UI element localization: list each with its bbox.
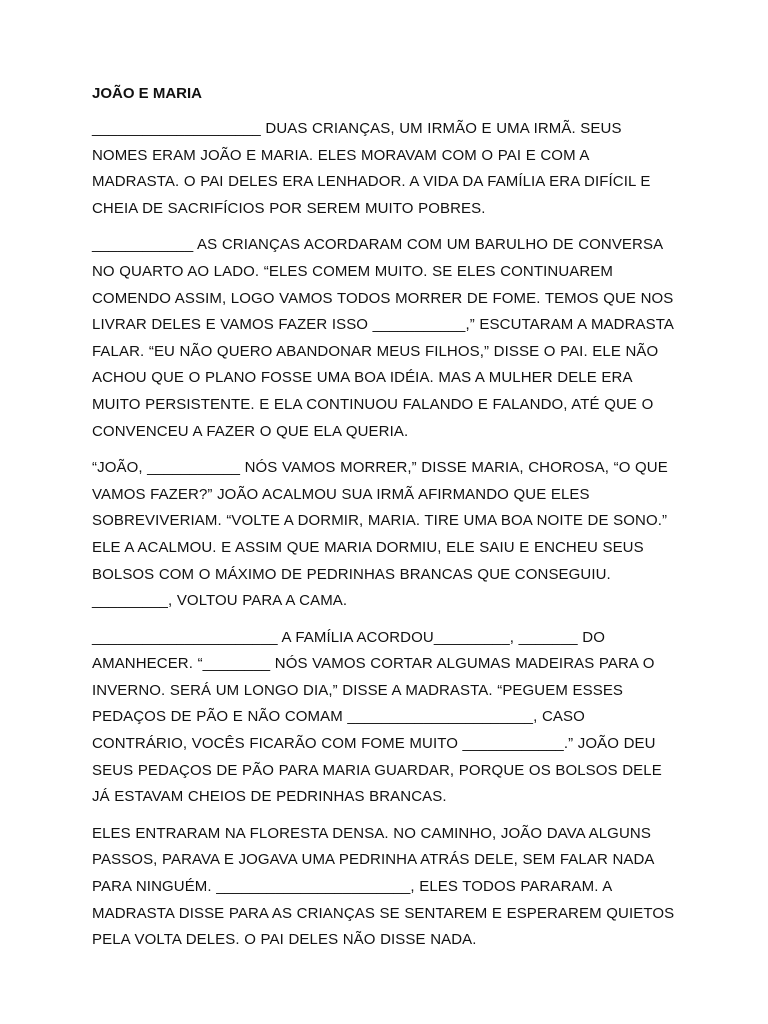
paragraph-4: ______________________ A FAMÍLIA ACORDOU_________, _______ DO AMANHECER. “________ NÓS VAMOS CORTAR ALGUMAS MADEIRAS PARA O INVERNO. SERÁ UM LONGO DIA,” DISSE A MADRASTA. “PEGUEM ESSES PEDAÇOS DE PÃO E NÃO COMAM ______________________, CASO CONTRÁRIO, VOCÊS FICARÃO COM FOME MUITO ____________.” JOÃO DEU SEUS PEDAÇOS DE PÃO PARA MARIA GUARDAR, PORQUE OS BOLSOS DELE JÁ ESTAVAM CHEIOS DE PEDRINHAS BRANCAS.	[92, 628, 662, 806]
paragraph-3: “JOÃO, ___________ NÓS VAMOS MORRER,” DISSE MARIA, CHOROSA, “O QUE VAMOS FAZER?” JOÃO ACALMOU SUA IRMÃ AFIRMANDO QUE ELES SOBREVIVERIAM. “VOLTE A DORMIR, MARIA. TIRE UMA BOA NOITE DE SONO.” ELE A ACALMOU. E ASSIM QUE MARIA DORMIU, ELE SAIU E ENCHEU SEUS BOLSOS COM O MÁXIMO DE PEDRINHAS BRANCAS QUE CONSEGUIU. _________, VOLTOU PARA A CAMA.	[92, 459, 668, 610]
paragraph-1: ____________________ DUAS CRIANÇAS, UM IRMÃO E UMA IRMÃ. SEUS NOMES ERAM JOÃO E MARIA. ELES MORAVAM COM O PAI E COM A MADRASTA. O PAI DELES ERA LENHADOR. A VIDA DA FAMÍLIA ERA DIFÍCIL E CHEIA DE SACRIFÍCIOS POR SEREM MUITO POBRES.	[92, 120, 651, 217]
paragraph-2: ____________ AS CRIANÇAS ACORDARAM COM UM BARULHO DE CONVERSA NO QUARTO AO LADO. “ELES COMEM MUITO. SE ELES CONTINUAREM COMENDO ASSIM, LOGO VAMOS TODOS MORRER DE FOME. TEMOS QUE NOS LIVRAR DELES E VAMOS FAZER ISSO ___________,” ESCUTARAM A MADRASTA FALAR. “EU NÃO QUERO ABANDONAR MEUS FILHOS,” DISSE O PAI. ELE NÃO ACHOU QUE O PLANO FOSSE UMA BOA IDÉIA. MAS A MULHER DELE ERA MUITO PERSISTENTE. E ELA CONTINUOU FALANDO E FALANDO, ATÉ QUE O CONVENCEU A FAZER O QUE ELA QUERIA.	[92, 236, 674, 440]
document-title: JOÃO E MARIA	[92, 85, 203, 102]
paragraph-5: ELES ENTRARAM NA FLORESTA DENSA. NO CAMINHO, JOÃO DAVA ALGUNS PASSOS, PARAVA E JOGAVA UMA PEDRINHA ATRÁS DELE, SEM FALAR NADA PARA NINGUÉM. _______________________, ELES TODOS PARARAM. A MADRASTA DISSE PARA AS CRIANÇAS SE SENTAREM E ESPERAREM QUIETOS PELA VOLTA DELES. O PAI DELES NÃO DISSE NADA.	[92, 824, 675, 949]
